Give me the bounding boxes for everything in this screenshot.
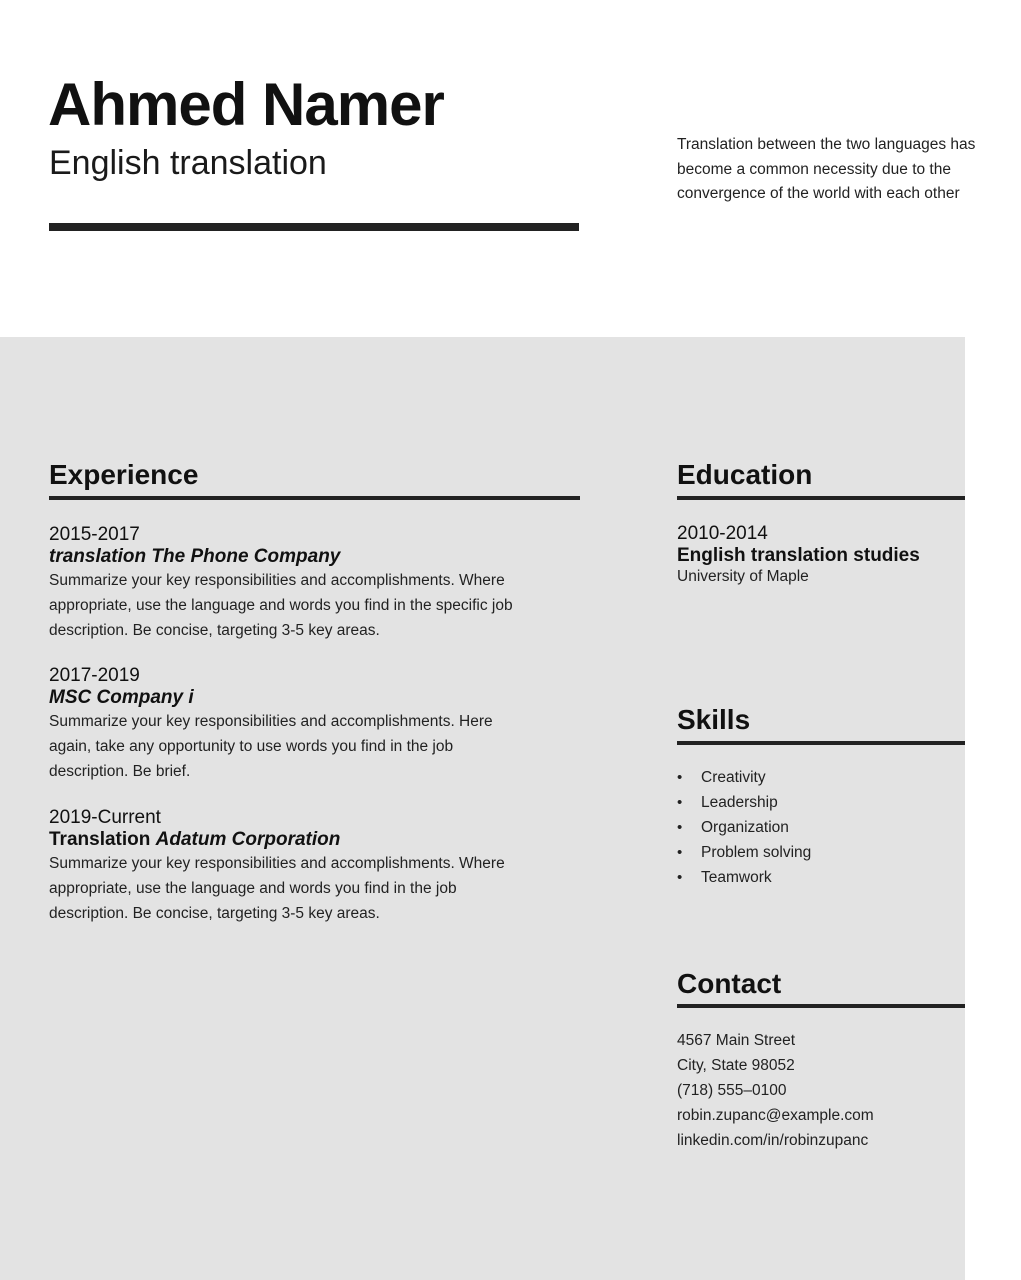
contact-city: City, State 98052 (677, 1057, 795, 1074)
skills-heading: Skills (677, 704, 751, 735)
contact-heading: Contact (677, 968, 782, 999)
education-item (677, 523, 967, 587)
contact-linkedin: linkedin.com/in/robinzupanc (677, 1132, 869, 1149)
skills-list (677, 765, 811, 890)
skill-item (677, 840, 811, 865)
experience-description: Summarize your key responsibilities and accomplishments. Where appropriate, use the language and words you find in the job description. Be concise, targeting 3-5 key areas. (49, 855, 505, 922)
experience-divider (49, 496, 580, 500)
education-degree: English translation studies (677, 545, 920, 566)
skill-item (677, 865, 811, 890)
experience-item (49, 665, 519, 784)
bullet-icon: • (677, 794, 683, 811)
candidate-name: Ahmed Namer (48, 71, 444, 138)
contact-email: robin.zupanc@example.com (677, 1107, 874, 1124)
experience-role-prefix: translation (49, 546, 152, 567)
experience-description: Summarize your key responsibilities and accomplishments. Where appropriate, use the language and words you find in the specific job description. Be concise, targeting 3-5 key areas. (49, 572, 513, 639)
bullet-icon: • (677, 844, 683, 861)
education-heading: Education (677, 459, 813, 490)
bullet-icon: • (677, 869, 683, 886)
experience-item (49, 807, 529, 926)
bullet-icon: • (677, 819, 683, 836)
skill-label: Problem solving (701, 844, 812, 861)
profile-summary: Translation between the two languages has become a common necessity due to the convergence of the world with each other (677, 136, 976, 202)
experience-role-prefix: Translation (49, 829, 156, 850)
contact-details (677, 1028, 874, 1153)
skill-item (677, 765, 811, 790)
skill-label: Teamwork (701, 869, 772, 886)
skill-label: Leadership (701, 794, 778, 811)
experience-heading: Experience (49, 459, 199, 490)
experience-role (49, 829, 529, 851)
experience-company: MSC Company i (49, 687, 194, 708)
experience-date: 2017-2019 (49, 665, 140, 686)
contact-divider (677, 1004, 965, 1008)
title-divider (49, 223, 579, 231)
experience-date: 2019-Current (49, 807, 161, 828)
experience-role (49, 546, 589, 568)
experience-role (49, 687, 519, 709)
experience-item (49, 524, 589, 643)
skill-label: Creativity (701, 769, 766, 786)
education-school: University of Maple (677, 568, 809, 585)
education-date: 2010-2014 (677, 523, 768, 544)
experience-company: The Phone Company (151, 546, 341, 567)
experience-date: 2015-2017 (49, 524, 140, 545)
skill-label: Organization (701, 819, 789, 836)
skill-item (677, 790, 811, 815)
skills-divider (677, 741, 965, 745)
experience-company: Adatum Corporation (155, 829, 341, 850)
experience-description: Summarize your key responsibilities and accomplishments. Here again, take any opportunity to use words you find in the job description. Be brief. (49, 713, 493, 780)
contact-phone: (718) 555–0100 (677, 1082, 787, 1099)
education-divider (677, 496, 965, 500)
candidate-title: English translation (49, 144, 327, 182)
contact-street: 4567 Main Street (677, 1032, 796, 1049)
skill-item (677, 815, 811, 840)
bullet-icon: • (677, 769, 683, 786)
